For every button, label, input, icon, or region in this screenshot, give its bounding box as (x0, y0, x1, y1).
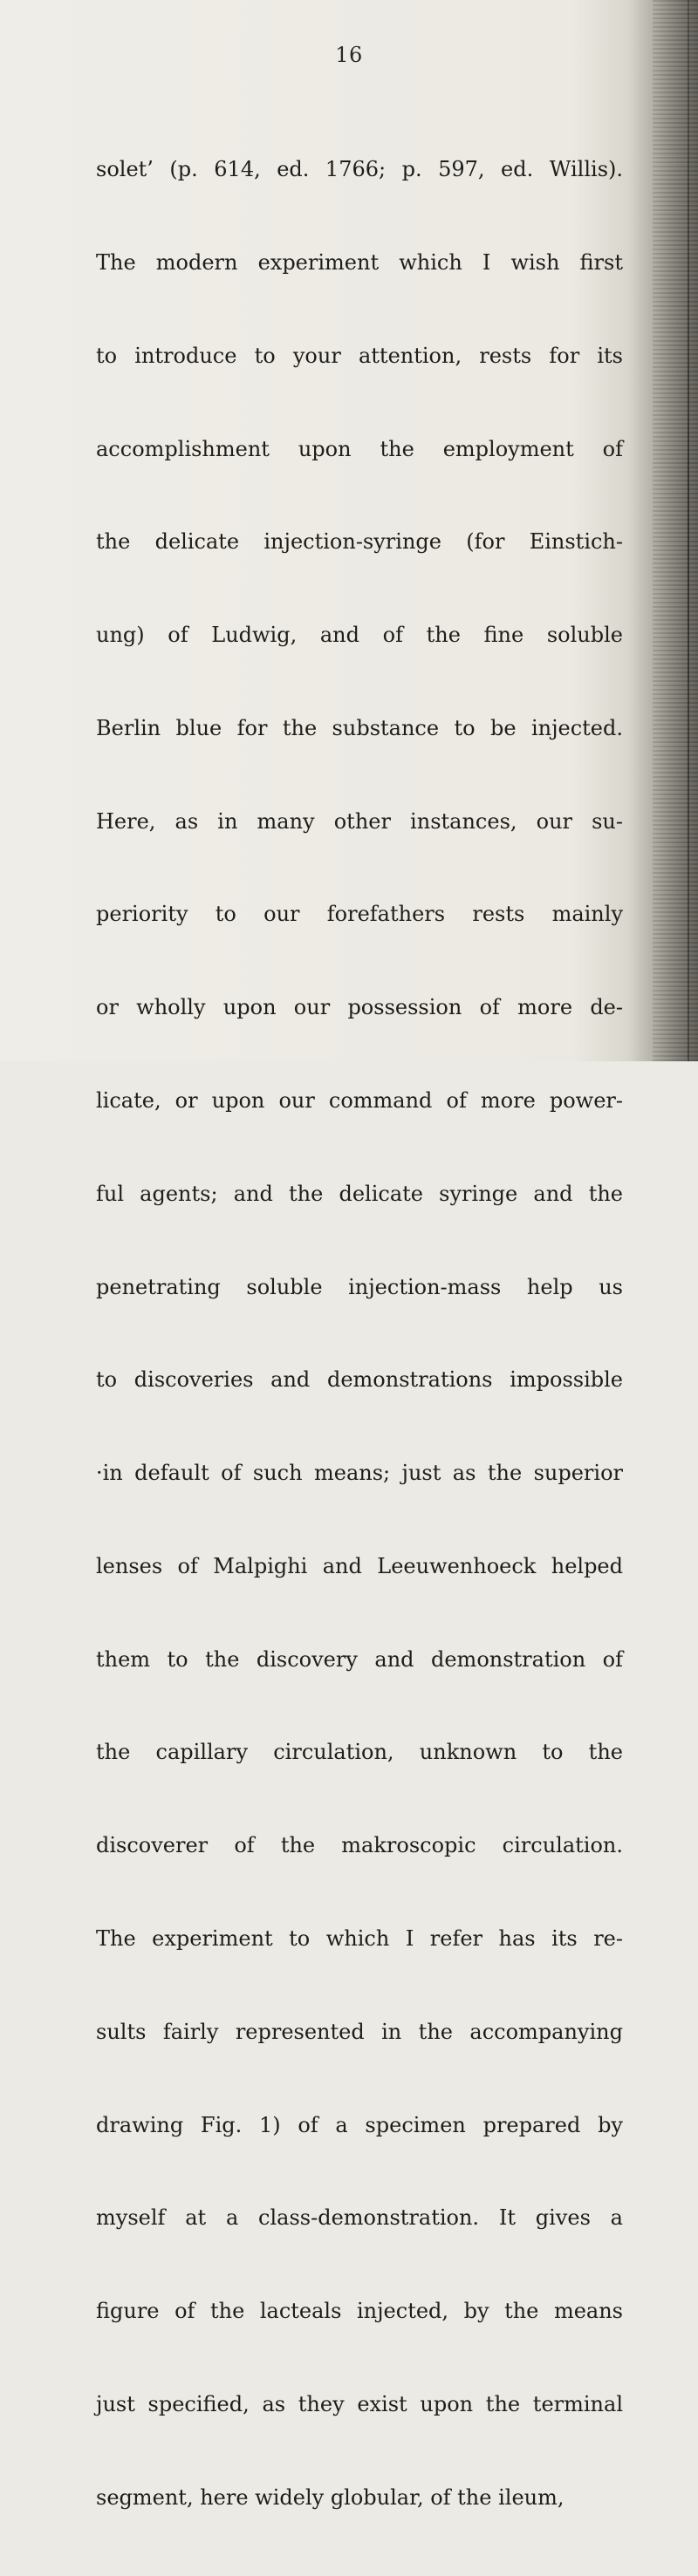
text-line-21: sults fairly represented in the accompanying (96, 2019, 623, 2044)
text-line-14: to discoveries and demonstrations impossible (96, 1367, 623, 1393)
page-number: 16 (335, 43, 363, 67)
text-line-12: ful agents; and the delicate syringe and the (96, 1181, 623, 1206)
text-line-13: penetrating soluble injection-mass help us (96, 1274, 623, 1299)
text-line-8: Here, as in many other instances, our su- (96, 808, 623, 834)
text-line-9: periority to our forefathers rests mainly (96, 902, 623, 927)
text-line-15: ·in default of such means; just as the superior (96, 1461, 623, 1486)
text-line-3: to introduce to your attention, rests for its (96, 343, 623, 368)
text-line-20: The experiment to which I refer has its re- (96, 1926, 623, 1952)
text-line-4: accomplishment upon the employment of (96, 436, 623, 461)
text-line-17: them to the discovery and demonstration of (96, 1646, 623, 1672)
text-line-23: myself at a class-demonstration. It gives a (96, 2205, 623, 2231)
text-line-5: the delicate injection-syringe (for Einstich- (96, 529, 623, 555)
body-text (96, 92, 623, 2576)
text-line-6: ung) of Ludwig, and of the fine soluble (96, 623, 623, 648)
text-line-7: Berlin blue for the substance to be injected. (96, 715, 623, 740)
text-line-1: solet’ (p. 614, ed. 1766; p. 597, ed. Willis). (96, 157, 623, 182)
text-line-26: segment, here widely globular, of the ileum, (96, 2484, 565, 2510)
text-line-24: figure of the lacteals injected, by the means (96, 2299, 623, 2324)
text-line-2: The modern experiment which I wish first (96, 249, 623, 275)
text-line-16: lenses of Malpighi and Leeuwenhoeck helped (96, 1553, 623, 1578)
text-line-19: discoverer of the makroscopic circulation. (96, 1833, 623, 1858)
text-line-25: just specified, as they exist upon the terminal (96, 2391, 623, 2416)
text-line-10: or wholly upon our possession of more de- (96, 995, 623, 1020)
text-line-11: licate, or upon our command of more power- (96, 1088, 623, 1113)
page-binding-shadow (653, 0, 698, 1061)
text-line-18: the capillary circulation, unknown to the (96, 1740, 623, 1765)
text-line-22: drawing Fig. 1) of a specimen prepared by (96, 2112, 623, 2137)
binding-edge (688, 0, 689, 1061)
